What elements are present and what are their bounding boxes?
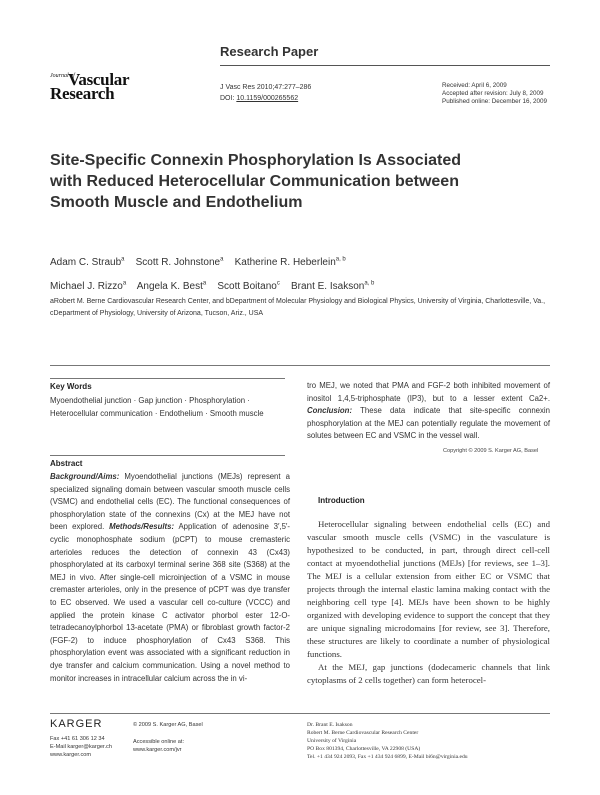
author: Michael J. Rizzo$^a$ xyxy=(50,280,127,292)
corr-line: University of Virginia xyxy=(307,738,357,744)
author: Adam C. Straub$^a$ xyxy=(50,257,125,269)
doi-link[interactable]: 10.1159/000265562 xyxy=(236,95,299,102)
author: Katherine R. Heberlein$^{a, b}$ xyxy=(234,257,346,269)
methods-text: Application of adenosine 3′,5′-cyclic monophosphate sodium (pCPT) to mouse cremasteric arterioles reduces the detection of connexin 43 (Cx43) phosphorylated at its carboxyl terminal serine 368 site (S368) at the MEJ in vivo. After single-cell microinjection of a VSMC in mouse cremaster arterioles, only in the presence of pCPT was dye transfer to EC observed. We used a vascular cell co-culture (VCCC) and applied the protein kinase C activator phorbol ester 12-O-tetradecanoylphorbol 13-acetate (PMA) or fibroblast growth factor-2 (FGF-2) to induce phosphorylation of Cx43 S368. This phosphorylation event was associated with a significant reduction in dye transfer and calcium communication. Using a novel method to monitor increases in intracellular calcium across the in vi- xyxy=(50,522,290,683)
corr-line: Tel. +1 434 924 2093, Fax +1 434 924 6899, E-Mail bi6n@virginia.edu xyxy=(307,754,468,760)
author: Angela K. Best$^a$ xyxy=(136,280,207,292)
publisher-contact xyxy=(50,735,130,759)
intro-paragraph: At the MEJ, gap junctions (dodecameric channels that link cytoplasms of 2 cells together) can form heterocel- xyxy=(307,662,550,685)
access-label: Accessible online at: xyxy=(133,739,184,745)
history-dates xyxy=(442,82,547,106)
publisher-web[interactable]: www.karger.com xyxy=(50,752,92,758)
abstract-copyright: Copyright © 2009 S. Karger AG, Basel xyxy=(443,448,539,454)
published-date: Published online: December 16, 2009 xyxy=(442,98,548,105)
conclusion-text: These data indicate that site-specific connexin phosphorylation at the MEJ can potentially regulate the movement of solutes between EC and VSMC in the vessel wall. xyxy=(307,406,550,441)
keywords-rule xyxy=(50,378,285,379)
abstract-rule xyxy=(50,455,285,456)
corr-line: PO Box 801394, Charlottesville, VA 22908 (USA) xyxy=(307,746,421,752)
section-label: Research Paper xyxy=(220,44,319,59)
citation-block xyxy=(220,82,311,104)
author-line-1 xyxy=(50,250,550,273)
footer-copyright: © 2009 S. Karger AG, Basel xyxy=(133,722,203,728)
doi-label: DOI: xyxy=(220,95,235,102)
abstract-col2 xyxy=(307,380,550,443)
author-list xyxy=(50,250,550,297)
keywords-text: Myoendothelial junction · Gap junction · Phosphorylation · Heterocellular communication · Endothelium · Smooth muscle xyxy=(50,396,264,418)
journal-logo-line1: Journal of xyxy=(50,73,75,79)
background-text: Myoendothelial junctions (MEJs) represent a specialized signaling domain between vascular smooth muscle cells (VSMC) and endothelial cells (EC). The functional consequences of phosphorylation state of the connexins (Cx) at the MEJ have not been explored. xyxy=(50,472,290,532)
received-date: Received: April 6, 2009 xyxy=(442,82,507,89)
author-line-2 xyxy=(50,273,550,296)
journal-logo xyxy=(50,69,160,101)
abstract-col1 xyxy=(50,471,290,685)
author: Scott Boitano$^c$ xyxy=(217,280,280,292)
publisher-fax: Fax +41 61 306 12 34 xyxy=(50,736,105,742)
accepted-date: Accepted after revision: July 8, 2009 xyxy=(442,90,544,97)
journal-logo-word1: Vascular xyxy=(68,70,130,89)
author: Brant E. Isakson$^{a, b}$ xyxy=(290,280,375,292)
keywords-heading: Key Words xyxy=(50,382,92,391)
affiliations: aRobert M. Berne Cardiovascular Research Center, and bDepartment of Molecular Physiology and Biological Physics, University of Virginia, Charlottesville, Va., cDepartment of Physiology, University of Arizona, Tucson, Ariz., USA xyxy=(50,298,546,317)
correspondence xyxy=(307,721,557,761)
publisher-email[interactable]: E-Mail karger@karger.ch xyxy=(50,744,112,750)
publisher-logo: KARGER xyxy=(50,718,103,730)
journal-logo-word2: Research xyxy=(50,84,115,103)
abstract-continuation: tro MEJ, we noted that PMA and FGF-2 both inhibited movement of inositol 1,4,5-triphosphate (IP3), but to a lesser extent Ca2+. xyxy=(307,381,550,403)
intro-paragraph: Heterocellular signaling between endothelial cells (EC) and vascular smooth muscle cells (VSMC) in the vasculature is hypothesized to be conducted, in part, through direct cell-cell contact at myoendothelial junctions (MEJs) [for reviews, see 1–3]. The MEJ is a cellular extension from either EC or VSMC that projects through the internal elastic lamina making contact with the neighboring cell type [4]. MEJs have been shown to be highly organized with developing evidence to support the concept that they are unique signaling microdomains [for review, see 3]. Therefore, these structures are likely to coordinate a number of physiological functions. xyxy=(307,519,550,659)
article-title: Site-Specific Connexin Phosphorylation Is Associated with Reduced Heterocellular Communication between Smooth Muscle and Endothelium xyxy=(50,152,462,211)
section-divider xyxy=(50,365,550,366)
footer-access xyxy=(133,721,283,754)
access-link[interactable]: www.karger.com/jvr xyxy=(133,747,182,753)
footer-rule xyxy=(50,713,550,714)
corr-line: Robert M. Berne Cardiovascular Research Center xyxy=(307,730,419,736)
introduction-body xyxy=(307,518,550,687)
introduction-heading: Introduction xyxy=(318,496,365,505)
citation: J Vasc Res 2010;47:277–286 xyxy=(220,84,312,91)
conclusion-label: Conclusion: xyxy=(307,406,353,416)
corr-line: Dr. Brant E. Isakson xyxy=(307,722,353,728)
background-label: Background/Aims: xyxy=(50,472,120,481)
abstract-heading: Abstract xyxy=(50,459,83,468)
doi-line xyxy=(220,93,311,104)
author: Scott R. Johnstone$^a$ xyxy=(135,257,224,269)
header-rule xyxy=(220,65,550,66)
methods-label: Methods/Results: xyxy=(109,522,175,532)
